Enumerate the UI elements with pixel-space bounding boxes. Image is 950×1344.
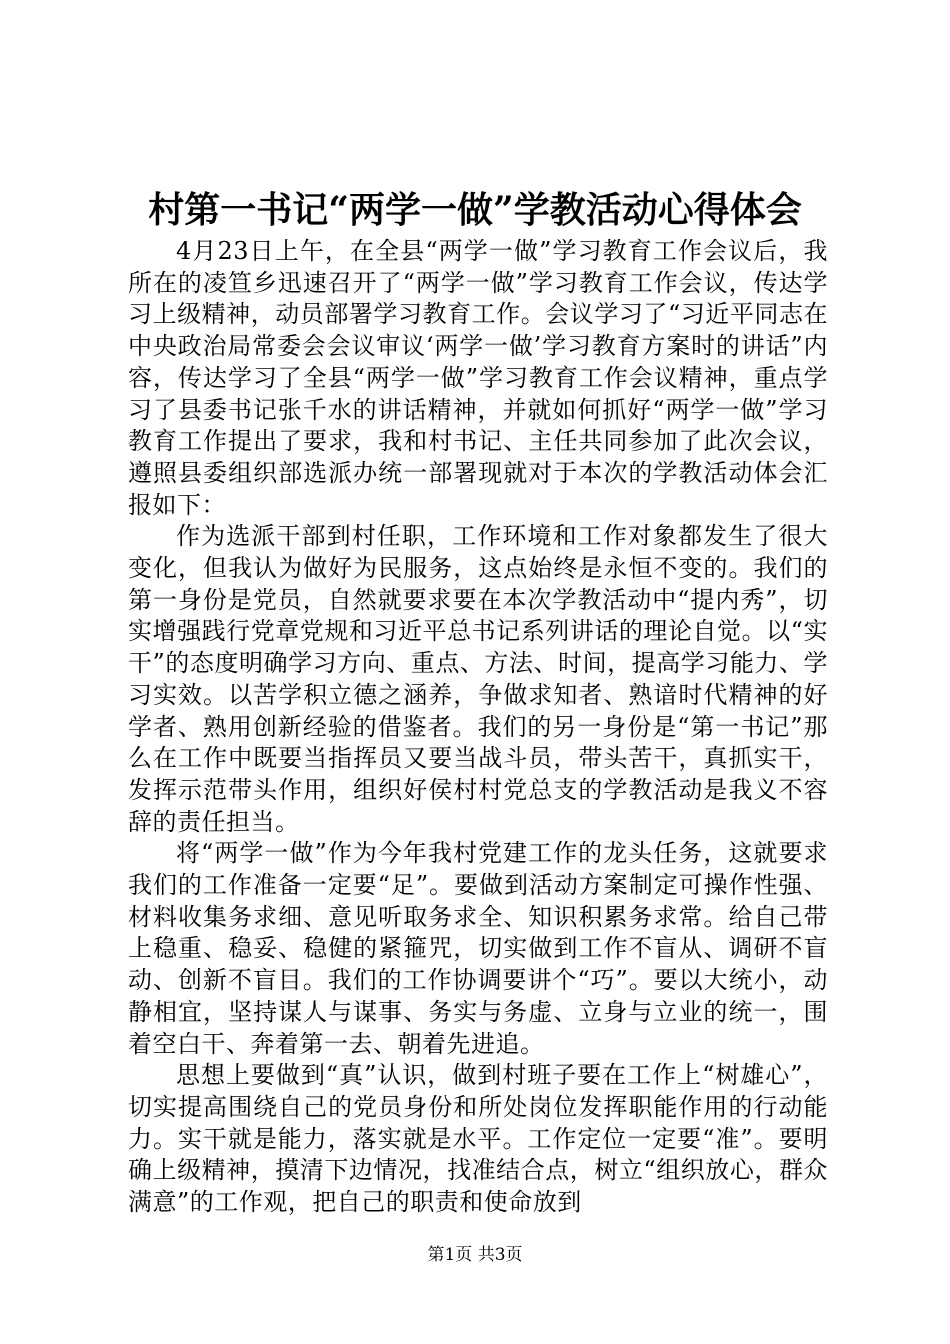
paragraph-1: 4月23日上午，在全县“两学一做”学习教育工作会议后，我所在的凌笪乡迅速召开了“两学一做”学习教育工作会议，传达学习上级精神，动员部署学习教育工作。会议学习了“习近平同志在中央政治局常委会会议审议‘两学一做’学习教育方案时的讲话”内容，传达学习了全县“两学一做”学习教育工作会议精神，重点学习了县委书记张千水的讲话精神，并就如何抓好“两学一做”学习教育工作提出了要求，我和村书记、主任共同参加了此次会议，遵照县委组织部选派办统一部署现就对于本次的学教活动体会汇报如下： xyxy=(128,237,828,519)
document-body xyxy=(128,236,828,1219)
page-number-footer: 第1页 共3页 xyxy=(427,1245,523,1265)
paragraph-4: 思想上要做到“真”认识，做到村班子要在工作上“树雄心”，切实提高围绕自己的党员身份和所处岗位发挥职能作用的行动能力。实干就是能力，落实就是水平。工作定位一定要“准”。要明确上级精神，摸清下边情况，找准结合点，树立“组织放心，群众满意”的工作观，把自己的职责和使命放到 xyxy=(128,1061,828,1217)
document-title: 村第一书记“两学一做”学教活动心得体会 xyxy=(148,189,802,231)
paragraph-2: 作为选派干部到村任职，工作环境和工作对象都发生了很大变化，但我认为做好为民服务，这点始终是永恒不变的。我们的第一身份是党员，自然就要求要在本次学教活动中“提内秀”，切实增强践行党章党规和习近平总书记系列讲话的理论自觉。以“实干”的态度明确学习方向、重点、方法、时间，提高学习能力、学习实效。以苦学积立德之涵养，争做求知者、熟谙时代精神的好学者、熟用创新经验的借鉴者。我们的另一身份是“第一书记”那么在工作中既要当指挥员又要当战斗员，带头苦干，真抓实干，发挥示范带头作用，组织好侯村村党总支的学教活动是我义不容辞的责任担当。 xyxy=(128,522,828,836)
paragraph-3: 将“两学一做”作为今年我村党建工作的龙头任务，这就要求我们的工作准备一定要“足”。要做到活动方案制定可操作性强、材料收集务求细、意见听取务求全、知识积累务求常。给自己带上稳重、稳妥、稳健的紧箍咒，切实做到工作不盲从、调研不盲动、创新不盲目。我们的工作协调要讲个“巧”。要以大统小，动静相宜，坚持谋人与谋事、务实与务虚、立身与立业的统一，围着空白干、奔着第一去、朝着先进追。 xyxy=(128,839,828,1058)
